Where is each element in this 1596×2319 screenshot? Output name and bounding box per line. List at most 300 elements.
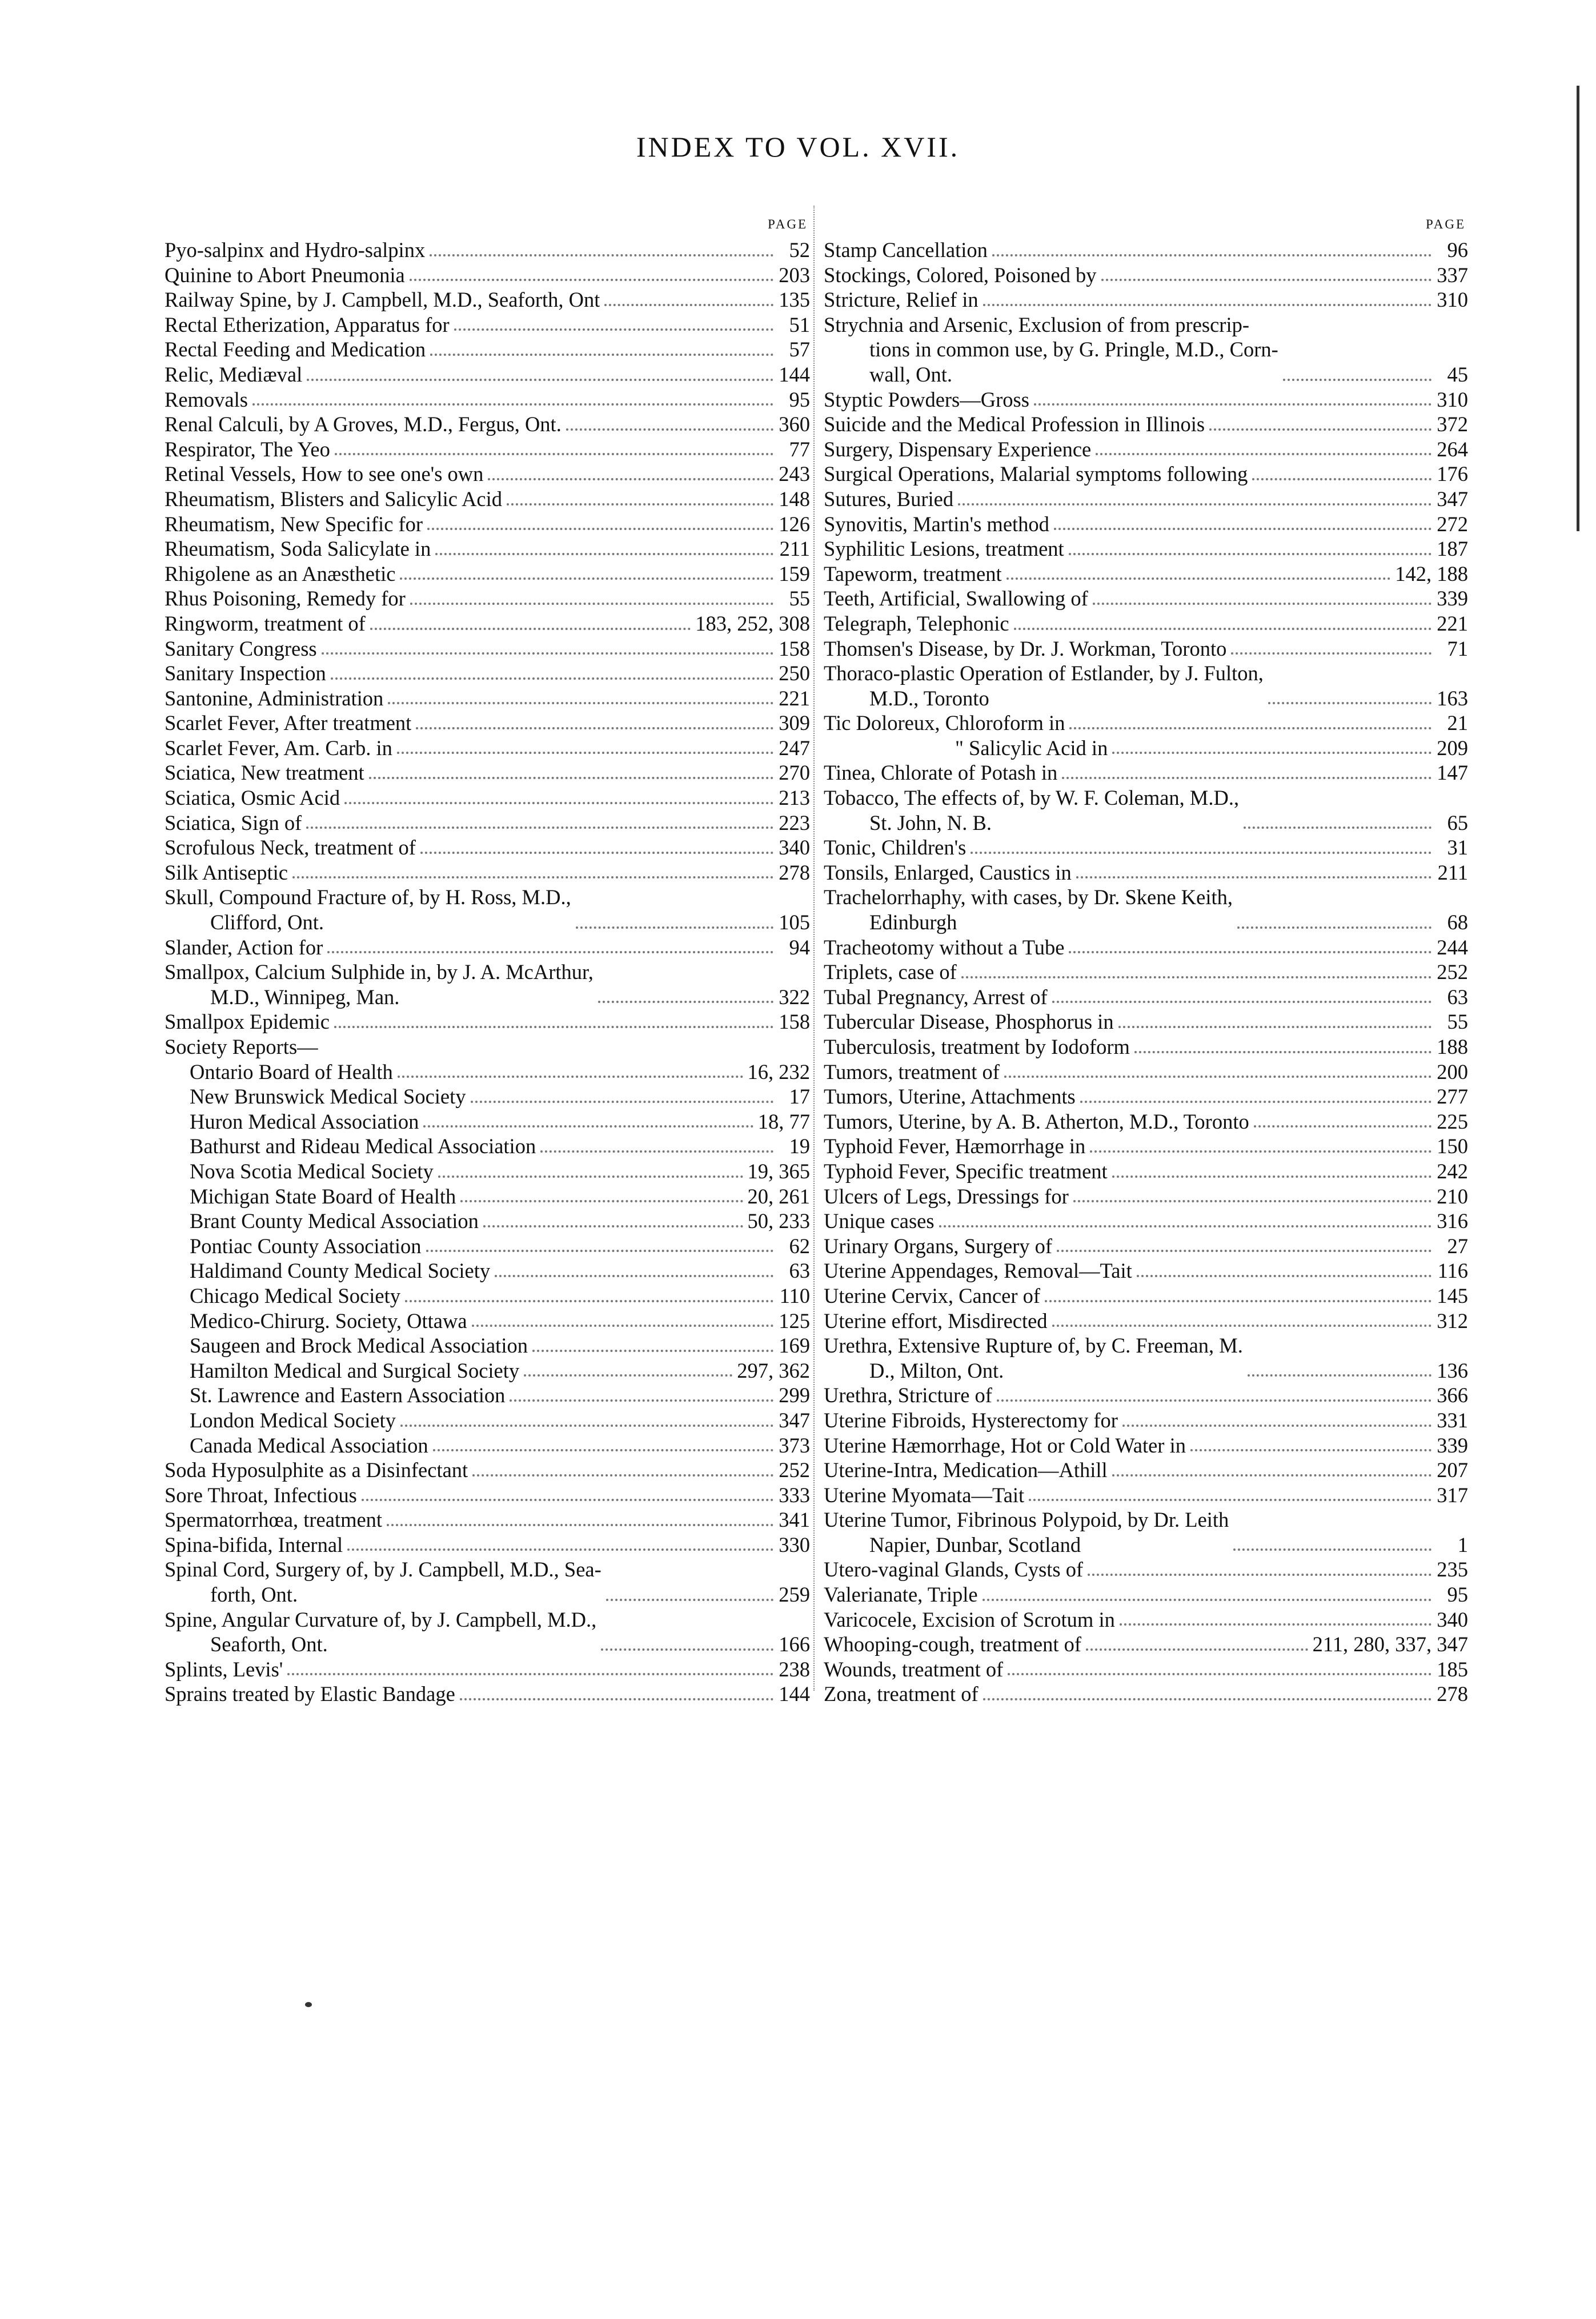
entry-label: Michigan State Board of Health (190, 1184, 456, 1208)
dot-leader (488, 478, 773, 480)
index-entry (824, 661, 1468, 711)
dot-leader (1112, 1175, 1431, 1178)
entry-label: Tracheotomy without a Tube (824, 935, 1065, 959)
entry-page-number: 63 (1447, 985, 1468, 1009)
index-subentry (165, 1234, 810, 1259)
dot-leader (400, 1425, 773, 1427)
dot-leader (369, 777, 773, 779)
index-entry (165, 611, 810, 636)
entry-label: London Medical Society (190, 1408, 396, 1432)
entry-label: Rheumatism, Blisters and Salicylic Acid (165, 487, 503, 511)
entry-label: Society Reports— (165, 1035, 318, 1058)
dot-leader (992, 254, 1431, 256)
index-subentry (165, 1109, 810, 1134)
index-subentry (165, 1134, 810, 1159)
index-entry (824, 1333, 1468, 1383)
index-entry (824, 1234, 1468, 1259)
dot-leader (532, 1350, 773, 1352)
entry-label: Sprains treated by Elastic Bandage (165, 1682, 455, 1706)
index-list-right (824, 238, 1468, 1707)
dot-leader (423, 1125, 753, 1128)
dot-leader (1029, 1499, 1431, 1501)
entry-label-continuation: M.D., Toronto (869, 686, 989, 710)
entry-label-continuation: St. John, N. B. (869, 811, 992, 834)
dot-leader (510, 1399, 773, 1402)
index-entry (165, 885, 810, 934)
dot-leader (1283, 379, 1431, 381)
entry-label-block (165, 885, 571, 934)
entry-page-number: 366 (1437, 1383, 1468, 1407)
index-entry (165, 1607, 810, 1657)
dot-leader (427, 528, 773, 530)
index-column-right (824, 217, 1468, 1707)
entry-page-number: 19 (789, 1134, 810, 1158)
entry-page-number: 125 (779, 1309, 810, 1333)
entry-page-number: 96 (1447, 238, 1468, 262)
entry-page-number: 147 (1437, 761, 1468, 785)
index-entry (165, 636, 810, 661)
index-entry (165, 1507, 810, 1532)
entry-page-number: 317 (1437, 1483, 1468, 1507)
entry-page-number: 163 (1437, 686, 1468, 710)
entry-label: Brant County Medical Association (190, 1209, 479, 1233)
dot-leader (1120, 1623, 1431, 1626)
dot-leader (292, 876, 773, 878)
index-subentry (165, 1258, 810, 1283)
entry-page-number: 18, 77 (757, 1109, 810, 1133)
index-entry (165, 661, 810, 686)
ink-spot (305, 2002, 312, 2007)
entry-label: Unique cases (824, 1209, 935, 1233)
entry-label: Teeth, Artificial, Swallowing of (824, 587, 1088, 611)
index-entry (165, 835, 810, 860)
dot-leader (1052, 1325, 1431, 1327)
index-entry (824, 412, 1468, 437)
dot-leader (566, 428, 773, 431)
entry-label-block (824, 885, 1233, 934)
entry-page-number: 340 (1437, 1607, 1468, 1631)
column-divider (813, 206, 815, 1691)
entry-label: Relic, Mediæval (165, 362, 303, 386)
entry-page-number: 110 (779, 1283, 810, 1307)
index-entry (824, 736, 1468, 761)
index-entry (824, 1582, 1468, 1607)
dot-leader (1101, 279, 1431, 281)
entry-label: Tumors, treatment of (824, 1060, 1000, 1084)
dot-leader (1209, 428, 1431, 431)
index-entry (165, 1557, 810, 1607)
dot-leader (1231, 652, 1431, 655)
entry-label-continuation: M.D., Winnipeg, Man. (210, 985, 400, 1009)
entry-page-number: 210 (1437, 1184, 1468, 1208)
entry-label: Surgical Operations, Malarial symptoms following (824, 462, 1248, 486)
entry-page-number: 211 (779, 537, 810, 561)
dot-leader (1190, 1449, 1431, 1451)
dot-leader (1112, 752, 1431, 754)
entry-page-number: 203 (779, 263, 810, 287)
entry-page-number: 225 (1437, 1109, 1468, 1133)
index-list-left (165, 238, 810, 1707)
dot-leader (438, 1175, 743, 1178)
dot-leader (410, 603, 773, 605)
entry-label-continuation: D., Milton, Ont. (869, 1358, 1004, 1382)
entry-page-number: 62 (789, 1234, 810, 1258)
entry-page-number: 185 (1437, 1657, 1468, 1681)
dot-leader (347, 1548, 773, 1551)
entry-label: Respirator, The Yeo (165, 437, 330, 461)
index-entry (165, 312, 810, 338)
entry-label: St. Lawrence and Eastern Association (190, 1383, 506, 1407)
index-entry (165, 785, 810, 811)
dot-leader (397, 752, 773, 754)
entry-label: Hamilton Medical and Surgical Society (190, 1358, 520, 1382)
entry-page-number: 244 (1437, 935, 1468, 959)
entry-page-number: 238 (779, 1657, 810, 1681)
index-entry (824, 1557, 1468, 1582)
entry-label: Stricture, Relief in (824, 288, 979, 312)
entry-page-number: 310 (1437, 288, 1468, 312)
dot-leader (306, 827, 773, 829)
entry-page-number: 166 (779, 1632, 810, 1656)
entry-label: Styptic Powders—Gross (824, 387, 1029, 411)
dot-leader (327, 951, 773, 953)
entry-label: Synovitis, Martin's method (824, 512, 1049, 536)
entry-page-number: 330 (779, 1532, 810, 1556)
entry-page-number: 299 (779, 1383, 810, 1407)
dot-leader (1052, 1001, 1431, 1003)
entry-label: Tapeworm, treatment (824, 561, 1002, 585)
index-entry (824, 1034, 1468, 1060)
entry-label-block (165, 1607, 596, 1657)
index-entry (165, 711, 810, 736)
dot-leader (997, 1399, 1431, 1402)
index-entry (824, 1682, 1468, 1707)
dot-leader (426, 1250, 773, 1252)
index-entry (165, 1483, 810, 1508)
index-entry (165, 512, 810, 537)
entry-page-number: 211 (1437, 860, 1468, 884)
entry-page-number: 51 (789, 312, 810, 336)
dot-leader (1008, 1673, 1431, 1675)
entry-label: Uterine Fibroids, Hysterectomy for (824, 1408, 1118, 1432)
index-entry (165, 935, 810, 960)
entry-label: Valerianate, Triple (824, 1583, 978, 1607)
index-entry (165, 811, 810, 836)
entry-label: Uterine effort, Misdirected (824, 1309, 1048, 1333)
dot-leader (454, 328, 773, 331)
entry-label: Smallpox Epidemic (165, 1010, 330, 1034)
index-subentry (165, 1060, 810, 1085)
entry-label: Rhigolene as an Anæsthetic (165, 561, 396, 585)
entry-label: Urinary Organs, Surgery of (824, 1234, 1053, 1258)
entry-label: Tobacco, The effects of, by W. F. Coleman, M.D., (824, 786, 1240, 810)
entry-page-number: 312 (1437, 1309, 1468, 1333)
index-entry (824, 760, 1468, 785)
dot-leader (331, 677, 773, 680)
dot-leader (322, 652, 773, 655)
index-entry (824, 1184, 1468, 1209)
entry-page-number: 63 (789, 1259, 810, 1283)
entry-page-number: 126 (779, 512, 810, 536)
entry-label: Typhoid Fever, Specific treatment (824, 1159, 1108, 1183)
dot-leader (507, 503, 773, 505)
index-entry (824, 387, 1468, 412)
dot-leader (1237, 926, 1431, 929)
entry-page-number: 1 (1457, 1532, 1468, 1556)
entry-page-number: 159 (779, 561, 810, 585)
entry-label: Ulcers of Legs, Dressings for (824, 1184, 1069, 1208)
entry-page-number: 169 (779, 1334, 810, 1358)
index-entry (165, 586, 810, 611)
entry-label: Silk Antiseptic (165, 860, 288, 884)
entry-label: Slander, Action for (165, 935, 323, 959)
index-entry (165, 1009, 810, 1034)
index-entry (165, 287, 810, 312)
dot-leader (344, 802, 773, 804)
index-entry (824, 985, 1468, 1010)
entry-label-block (824, 1333, 1243, 1383)
dot-leader (410, 279, 773, 281)
entry-label: Stamp Cancellation (824, 238, 988, 262)
dot-leader (460, 1698, 773, 1700)
index-entry (824, 1159, 1468, 1184)
entry-label: Uterine Cervix, Cancer of (824, 1283, 1041, 1307)
entry-page-number: 116 (1437, 1259, 1468, 1283)
index-entry (165, 1532, 810, 1558)
dot-leader (606, 1599, 773, 1601)
entry-label: Syphilitic Lesions, treatment (824, 537, 1064, 561)
entry-label: Ringworm, treatment of (165, 611, 366, 635)
index-entry (165, 387, 810, 412)
entry-label: Spina-bifida, Internal (165, 1532, 343, 1556)
entry-page-number: 144 (779, 1682, 810, 1706)
dot-leader (495, 1275, 773, 1277)
index-entry (824, 561, 1468, 587)
entry-page-number: 27 (1447, 1234, 1468, 1258)
dot-leader (387, 1524, 773, 1526)
entry-label: Nova Scotia Medical Society (190, 1159, 434, 1183)
entry-page-number: 247 (779, 736, 810, 760)
entry-page-number: 223 (779, 811, 810, 834)
entry-page-number: 250 (779, 661, 810, 685)
index-entry (824, 1458, 1468, 1483)
index-entry (165, 337, 810, 362)
entry-page-number: 322 (779, 985, 810, 1009)
entry-label-continuation: wall, Ont. (869, 362, 952, 386)
index-subentry (165, 1383, 810, 1408)
entry-page-number: 347 (1437, 487, 1468, 511)
entry-label: Whooping-cough, treatment of (824, 1632, 1082, 1656)
entry-label: Tumors, Uterine, by A. B. Atherton, M.D., Toronto (824, 1109, 1249, 1133)
dot-leader (1057, 1250, 1431, 1252)
entry-label: Chicago Medical Society (190, 1283, 400, 1307)
entry-page-number: 77 (789, 437, 810, 461)
dot-leader (287, 1673, 773, 1675)
entry-page-number: 16, 232 (747, 1060, 810, 1084)
entry-page-number: 310 (1437, 387, 1468, 411)
entry-label: Tic Doloreux, Chloroform in (824, 711, 1065, 735)
entry-label: Stockings, Colored, Poisoned by (824, 263, 1097, 287)
entry-page-number: 360 (779, 412, 810, 436)
entry-page-number: 135 (779, 288, 810, 312)
dot-leader (362, 1499, 773, 1501)
entry-page-number: 339 (1437, 587, 1468, 611)
dot-leader (334, 1026, 773, 1028)
entry-page-number: 278 (779, 860, 810, 884)
index-entry (824, 835, 1468, 860)
index-entry (165, 412, 810, 437)
index-entry (824, 785, 1468, 835)
dot-leader (472, 1474, 773, 1477)
dot-leader (430, 254, 773, 256)
entry-label: Sciatica, New treatment (165, 761, 364, 785)
index-entry (824, 1483, 1468, 1508)
dot-leader (1073, 1200, 1431, 1202)
index-subentry (165, 1408, 810, 1433)
index-entry (824, 1283, 1468, 1309)
entry-label: Uterine Myomata—Tait (824, 1483, 1025, 1507)
dot-leader (1080, 1101, 1431, 1103)
entry-label: Sutures, Buried (824, 487, 954, 511)
dot-leader (1093, 603, 1431, 605)
entry-page-number: 21 (1447, 711, 1468, 735)
entry-label: Rectal Etherization, Apparatus for (165, 312, 450, 336)
entry-label: Spermatorrhœa, treatment (165, 1508, 383, 1532)
entry-page-number: 309 (779, 711, 810, 735)
entry-page-number: 278 (1437, 1682, 1468, 1706)
dot-leader (1137, 1275, 1431, 1277)
page-column-header: PAGE (1426, 217, 1466, 231)
index-entry (824, 1009, 1468, 1034)
entry-page-number: 57 (789, 338, 810, 362)
dot-leader (405, 1300, 773, 1302)
entry-label-block (824, 1507, 1229, 1557)
entry-label: Huron Medical Association (190, 1109, 419, 1133)
entry-label: Strychnia and Arsenic, Exclusion of from prescrip- (824, 312, 1250, 336)
entry-label: Sore Throat, Infectious (165, 1483, 357, 1507)
entry-page-number: 340 (779, 836, 810, 860)
entry-label: Urethra, Stricture of (824, 1383, 992, 1407)
entry-label: Zona, treatment of (824, 1682, 979, 1706)
entry-label: Sciatica, Osmic Acid (165, 786, 340, 810)
entry-label: Removals (165, 387, 248, 411)
index-entry (824, 1607, 1468, 1632)
dot-leader (1069, 553, 1431, 555)
entry-label: Quinine to Abort Pneumonia (165, 263, 405, 287)
entry-page-number: 252 (1437, 960, 1468, 984)
entry-page-number: 68 (1447, 910, 1468, 934)
index-entry (165, 860, 810, 885)
entry-label: Scarlet Fever, Am. Carb. in (165, 736, 392, 760)
entry-label: Wounds, treatment of (824, 1657, 1004, 1681)
index-entry (824, 312, 1468, 387)
dot-leader (1006, 577, 1391, 580)
index-entry (165, 736, 810, 761)
entry-page-number: 176 (1437, 462, 1468, 486)
entry-page-number: 372 (1437, 412, 1468, 436)
entry-page-number: 259 (779, 1583, 810, 1607)
entry-page-number: 95 (1447, 1583, 1468, 1607)
entry-label: Sanitary Congress (165, 636, 317, 660)
dot-leader (598, 1001, 773, 1003)
entry-label: Scarlet Fever, After treatment (165, 711, 412, 735)
index-subentry (165, 1159, 810, 1184)
dot-leader (971, 852, 1431, 854)
entry-page-number: 65 (1447, 811, 1468, 834)
index-entry (824, 287, 1468, 312)
entry-label: Utero-vaginal Glands, Cysts of (824, 1558, 1084, 1582)
index-entry (824, 1657, 1468, 1682)
index-entry (824, 586, 1468, 611)
entry-label: Uterine Tumor, Fibrinous Polypoid, by Dr. Leith (824, 1508, 1229, 1532)
entry-page-number: 150 (1437, 1134, 1468, 1158)
entry-label: Scrofulous Neck, treatment of (165, 836, 416, 860)
dot-leader (1062, 777, 1431, 779)
entry-label: Saugeen and Brock Medical Association (190, 1334, 528, 1358)
entry-label: Renal Calculi, by A Groves, M.D., Fergus, Ont. (165, 412, 562, 436)
index-entry (824, 611, 1468, 636)
dot-leader (433, 1449, 773, 1451)
entry-page-number: 17 (789, 1085, 810, 1109)
index-entry (165, 238, 810, 263)
entry-page-number: 142, 188 (1395, 561, 1468, 585)
entry-label-block (165, 960, 594, 1009)
entry-page-number: 341 (779, 1508, 810, 1532)
entry-label: Rheumatism, Soda Salicylate in (165, 537, 431, 561)
dot-leader (1090, 1150, 1431, 1153)
index-entry (165, 1682, 810, 1707)
entry-label: Rheumatism, New Specific for (165, 512, 423, 536)
entry-label: Telegraph, Telephonic (824, 611, 1009, 635)
index-entry (824, 1258, 1468, 1283)
index-entry (824, 1507, 1468, 1557)
scan-edge-mark (1577, 86, 1579, 531)
entry-label: Triplets, case of (824, 960, 957, 984)
dot-leader (1076, 876, 1431, 878)
dot-leader (370, 628, 691, 630)
dot-leader (1086, 1648, 1308, 1651)
entry-page-number: 221 (779, 686, 810, 710)
entry-page-number: 297, 362 (737, 1358, 810, 1382)
entry-label: Sanitary Inspection (165, 661, 326, 685)
dot-leader (335, 453, 773, 455)
entry-label: Suicide and the Medical Profession in Illinois (824, 412, 1205, 436)
index-entry (824, 1383, 1468, 1408)
entry-label: New Brunswick Medical Society (190, 1085, 466, 1109)
entry-page-number: 252 (779, 1458, 810, 1482)
entry-label: Uterine-Intra, Medication—Athill (824, 1458, 1108, 1482)
index-entry (165, 362, 810, 387)
entry-label: Urethra, Extensive Rupture of, by C. Freeman, M. (824, 1334, 1243, 1358)
entry-page-number: 158 (779, 1010, 810, 1034)
entry-page-number: 55 (1447, 1010, 1468, 1034)
entry-label: Uterine Hæmorrhage, Hot or Cold Water in (824, 1433, 1186, 1457)
index-entry (824, 512, 1468, 537)
entry-page-number: 243 (779, 462, 810, 486)
entry-label-block (165, 1557, 601, 1607)
index-subentry (165, 1184, 810, 1209)
index-entry (165, 536, 810, 561)
entry-label-continuation: Napier, Dunbar, Scotland (869, 1532, 1081, 1556)
dot-leader (460, 1200, 743, 1202)
index-entry (824, 1060, 1468, 1085)
index-entry (824, 860, 1468, 885)
dot-leader (1112, 1474, 1431, 1477)
entry-page-number: 148 (779, 487, 810, 511)
entry-label: Surgery, Dispensary Experience (824, 437, 1092, 461)
entry-label: Smallpox, Calcium Sulphide in, by J. A. McArthur, (165, 960, 594, 984)
entry-page-number: 71 (1447, 636, 1468, 660)
